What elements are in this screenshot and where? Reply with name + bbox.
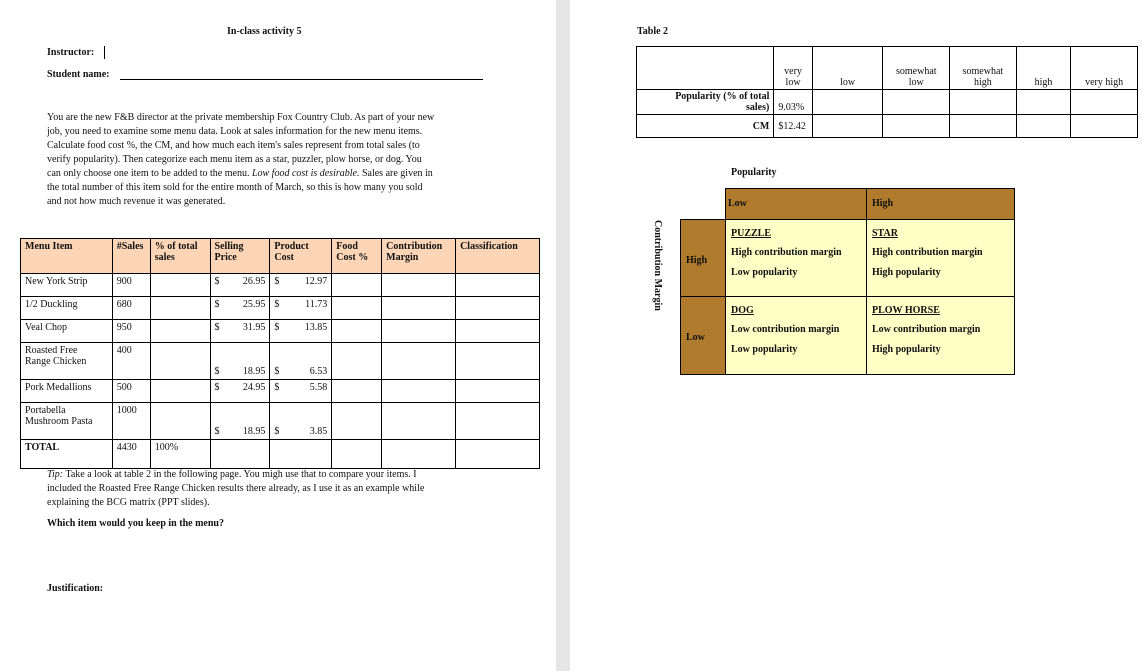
student-name-field[interactable]	[120, 79, 483, 80]
cell-total-sales: 4430	[112, 440, 150, 469]
cell-cm[interactable]	[382, 343, 456, 380]
cell-sales: 400	[112, 343, 150, 380]
cell-price: $ 18.95	[210, 403, 270, 440]
cell-empty[interactable]	[1071, 90, 1138, 115]
intro-paragraph	[47, 111, 517, 209]
cell-empty	[456, 440, 540, 469]
intro-line: and not how much revenue it was generated.	[47, 196, 226, 207]
cell-cm[interactable]	[382, 297, 456, 320]
cell-empty[interactable]	[1016, 115, 1071, 138]
cell-total-label: TOTAL	[21, 440, 113, 469]
tip-line: explaining the BCG matrix (PPT slides).	[47, 497, 210, 508]
cell-item: 1/2 Duckling	[21, 297, 113, 320]
cell-sales: 900	[112, 274, 150, 297]
cell-classification[interactable]	[456, 403, 540, 440]
table2-header-row	[637, 47, 1138, 90]
justification-label: Justification:	[47, 583, 104, 594]
cell-cost: $ 3.85	[270, 403, 332, 440]
cell-sales: 950	[112, 320, 150, 343]
cell-item: Veal Chop	[21, 320, 113, 343]
table-header-row	[21, 239, 540, 274]
cell-sales: 500	[112, 380, 150, 403]
cell-item: Pork Medallions	[21, 380, 113, 403]
cell-price: $ 25.95	[210, 297, 270, 320]
intro-line: You are the new F&B director at the private membership Fox Country Club. As part of your new	[47, 112, 435, 123]
cell-pct[interactable]	[150, 380, 210, 403]
table2	[636, 46, 1138, 138]
cell-cm[interactable]	[382, 380, 456, 403]
question-text: Which item would you keep in the menu?	[47, 518, 224, 529]
page-title: In-class activity 5	[227, 26, 302, 37]
intro-line	[47, 167, 517, 181]
row-label-popularity: Popularity (% of total sales)	[637, 90, 774, 115]
header-food-cost-pct: Food Cost %	[332, 239, 382, 274]
cell-cost: $ 13.85	[270, 320, 332, 343]
quadrant-puzzle: PUZZLE High contribution margin Low popularity	[725, 219, 867, 297]
cell-sales: 1000	[112, 403, 150, 440]
header-contribution-margin: Contribution Margin	[382, 239, 456, 274]
intro-text: can only choose one item to be added to the menu.	[47, 168, 252, 179]
cell-empty[interactable]	[812, 115, 883, 138]
cell-empty[interactable]	[812, 90, 883, 115]
cell-empty	[270, 440, 332, 469]
cell-pct[interactable]	[150, 343, 210, 380]
cell-empty	[332, 440, 382, 469]
cell-total-pct: 100%	[150, 440, 210, 469]
cell-food-cost[interactable]	[332, 274, 382, 297]
cell-pct[interactable]	[150, 297, 210, 320]
cell-classification[interactable]	[456, 320, 540, 343]
table-row	[21, 297, 540, 320]
cell-price: $ 26.95	[210, 274, 270, 297]
matrix-popularity-label: Popularity	[731, 167, 777, 178]
header-sales: #Sales	[112, 239, 150, 274]
document-page-1	[0, 0, 556, 671]
popularity-value: 9.03%	[774, 90, 812, 115]
instructor-label: Instructor:	[47, 47, 95, 58]
intro-line: Calculate food cost %, the CM, and how much each item's sales represent from total sales (to	[47, 140, 420, 151]
table-row	[21, 380, 540, 403]
cell-classification[interactable]	[456, 380, 540, 403]
column-header: very high	[1071, 47, 1138, 90]
quadrant-star: STAR High contribution margin High popularity	[866, 219, 1015, 297]
cell-pct[interactable]	[150, 403, 210, 440]
cell-classification[interactable]	[456, 297, 540, 320]
cell-item: Portabella Mushroom Pasta	[21, 403, 113, 440]
cell-empty[interactable]	[883, 115, 950, 138]
cell-pct[interactable]	[150, 320, 210, 343]
popularity-high-header: High	[866, 188, 1015, 220]
header-classification: Classification	[456, 239, 540, 274]
cm-value: $12.42	[774, 115, 812, 138]
table-row	[21, 343, 540, 380]
cell-price: $ 18.95	[210, 343, 270, 380]
cell-empty	[637, 47, 774, 90]
cell-food-cost[interactable]	[332, 320, 382, 343]
cell-classification[interactable]	[456, 343, 540, 380]
cell-pct[interactable]	[150, 274, 210, 297]
header-menu-item: Menu Item	[21, 239, 113, 274]
cell-empty[interactable]	[1071, 115, 1138, 138]
text-cursor	[104, 46, 105, 59]
tip-line: included the Roasted Free Range Chicken results there already, as I use it as an example while	[47, 483, 425, 494]
cell-cost: $ 11.73	[270, 297, 332, 320]
cell-cost: $ 6.53	[270, 343, 332, 380]
tip-paragraph	[47, 468, 507, 510]
column-header: very low	[774, 47, 812, 90]
column-header: low	[812, 47, 883, 90]
cm-high-header: High	[680, 219, 726, 297]
matrix-cm-axis-label: Contribution Margin	[652, 220, 663, 311]
table2-popularity-row	[637, 90, 1138, 115]
table2-cm-row	[637, 115, 1138, 138]
menu-items-table	[20, 238, 540, 469]
cell-cm[interactable]	[382, 274, 456, 297]
cell-empty[interactable]	[950, 90, 1017, 115]
document-page-2	[570, 0, 1142, 671]
quadrant-dog: DOG Low contribution margin Low popularity	[725, 296, 867, 375]
cell-empty	[382, 440, 456, 469]
quadrant-plow-horse: PLOW HORSE Low contribution margin High popularity	[866, 296, 1015, 375]
cell-price: $ 24.95	[210, 380, 270, 403]
intro-line: the total number of this item sold for the entire month of March, so this is how many you sold	[47, 182, 423, 193]
cell-empty[interactable]	[1016, 90, 1071, 115]
student-name-label: Student name:	[47, 69, 110, 80]
table-row	[21, 320, 540, 343]
tip-label: Tip:	[47, 469, 64, 480]
cell-item: New York Strip	[21, 274, 113, 297]
table2-title: Table 2	[637, 26, 669, 37]
row-label-cm: CM	[637, 115, 774, 138]
cell-food-cost[interactable]	[332, 297, 382, 320]
header-pct-total-sales: % of total sales	[150, 239, 210, 274]
cell-empty[interactable]	[883, 90, 950, 115]
intro-italic: Low food cost is desirable.	[251, 168, 360, 179]
cell-cm[interactable]	[382, 403, 456, 440]
cell-sales: 680	[112, 297, 150, 320]
cell-price: $ 31.95	[210, 320, 270, 343]
column-header: somewhat high	[950, 47, 1017, 90]
cell-cost: $ 5.58	[270, 380, 332, 403]
cell-empty	[210, 440, 270, 469]
column-header: high	[1016, 47, 1071, 90]
cell-cm[interactable]	[382, 320, 456, 343]
table-total-row	[21, 440, 540, 469]
column-header: somewhat low	[883, 47, 950, 90]
cell-cost: $ 12.97	[270, 274, 332, 297]
intro-text: Sales are given in	[359, 168, 433, 179]
cell-classification[interactable]	[456, 274, 540, 297]
cell-food-cost[interactable]	[332, 343, 382, 380]
table-row	[21, 403, 540, 440]
cell-item: Roasted Free Range Chicken	[21, 343, 113, 380]
cell-food-cost[interactable]	[332, 403, 382, 440]
cell-empty[interactable]	[950, 115, 1017, 138]
cm-low-header: Low	[680, 296, 726, 375]
intro-line: verify popularity). Then categorize each menu item as a star, puzzler, plow horse, or dog. You	[47, 154, 422, 165]
tip-line: Tip: Take a look at table 2 in the following page. You migh use that to compare your items. I	[47, 469, 417, 480]
table-row	[21, 274, 540, 297]
popularity-low-header: Low	[725, 188, 867, 220]
header-selling-price: Selling Price	[210, 239, 270, 274]
header-product-cost: Product Cost	[270, 239, 332, 274]
intro-line: job, you need to examine some menu data. Look at sales information for the new menu items.	[47, 126, 423, 137]
cell-food-cost[interactable]	[332, 380, 382, 403]
